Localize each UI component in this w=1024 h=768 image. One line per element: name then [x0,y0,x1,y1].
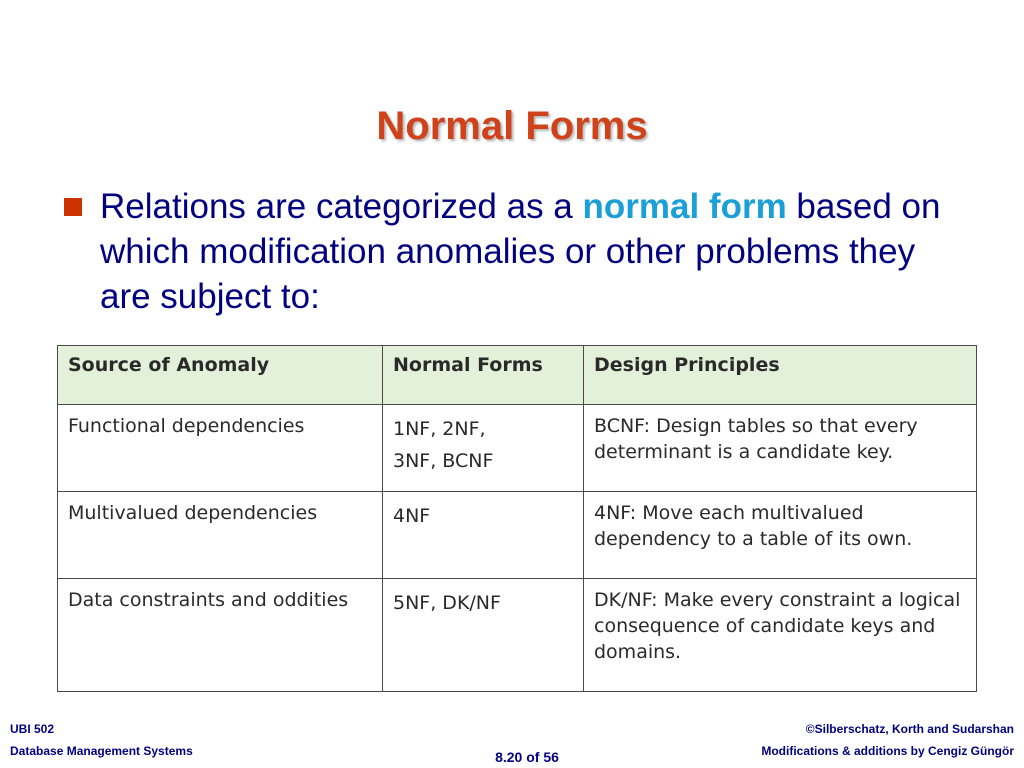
table-row [58,405,977,492]
cell-design-principle: 4NF: Move each multivalued dependency to a table of its own. [584,492,977,579]
cell-source: Functional dependencies [58,405,383,492]
bullet-point [64,184,964,319]
cell-design-principle: BCNF: Design tables so that every determinant is a candidate key. [584,405,977,492]
table-row [58,492,977,579]
slide-title: Normal Forms [376,104,648,148]
cell-source: Data constraints and oddities [58,579,383,692]
cell-design-principle: DK/NF: Make every constraint a logical consequence of candidate keys and domains. [584,579,977,692]
square-bullet-icon [64,198,82,216]
cell-normal-forms [383,405,584,492]
normal-forms-line: 5NF, DK/NF [393,592,501,614]
footer-subject: Database Management Systems [10,744,193,758]
header-source-of-anomaly: Source of Anomaly [58,346,383,405]
header-design-principles: Design Principles [584,346,977,405]
cell-normal-forms [383,492,584,579]
bullet-text-end: based on which modification anomalies or other problems they are subject to: [100,187,941,316]
table-header-row [58,346,977,405]
cell-normal-forms [383,579,584,692]
table-row [58,579,977,692]
header-normal-forms: Normal Forms [383,346,584,405]
footer-modifications: Modifications & additions by Cengiz Güngör [761,744,1014,758]
cell-source: Multivalued dependencies [58,492,383,579]
footer-page-number: 8.20 of 56 [495,749,559,765]
footer-copyright: ©Silberschatz, Korth and Sudarshan [805,722,1014,736]
bullet-text-start: Relations are categorized as a [100,187,583,226]
anomaly-table [57,345,977,692]
normal-forms-line: 4NF [393,505,431,527]
footer-course: UBI 502 [10,722,55,736]
normal-forms-line: 1NF, 2NF, [393,418,486,440]
normal-forms-line: 3NF, BCNF [393,450,494,472]
bullet-emphasis: normal form [582,187,787,226]
bullet-text [100,184,964,319]
